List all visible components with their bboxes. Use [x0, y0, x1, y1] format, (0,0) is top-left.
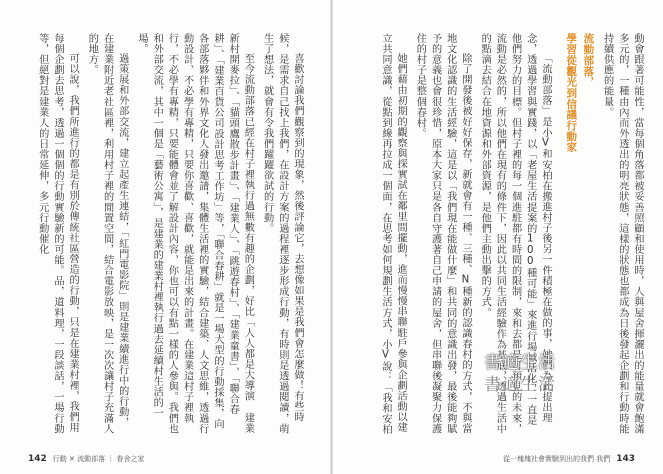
left-paragraph-1: 喜歡討論我們觀察到的現象，然後評論它，去想像如果是我們會怎麼做！有些時候，是需求自己找上我們，在設計方案的過程裡逐步形成行動，有時則是透過閱讀，萌生了想法，就會有令我們躍躍欲試的行動。 — [261, 33, 303, 434]
right-paragraph-3: 她們藉由初期的觀察與探實試在鄰里間擺動，進而慢慢串聯駐戶參與企劃活動以建立共同意識，從點到線再拉成一個面，在思考如何規劃生活方式，小V說：「我和安柏 — [379, 33, 407, 435]
left-paragraph-2: 至今流動部落已經在村子裡執行過無數有趣的企劃，好比「人人都是大導演 建業新村開麥拉」、「貓頭鷹散步計畫」、「建業人」、「跳遊春村」、「建業童書」、「聯合春耕」、「建業百貨公司設計思考工作坊」等，「聯合春耕」就是一場大型的行動採集，向各部落夥伴和外界文化人發出邀請，集體生活裡的實驗，結合建築、人文思維，透過行動設計、不必學有專精，只要你喜歡、喜歡，就能是出來的計畫。在建業這村子裡執行，不必學有專精，只要能體會並了解設計內容，你也可以有點一樣的人參與。我們也和外部交流，其中一個是「藝術公寓」，是建業的建業村裡執行過去延續村生活的一場。 — [135, 33, 254, 434]
right-page-number: 143 — [616, 454, 635, 464]
watermark-logo — [484, 353, 624, 397]
left-folio — [28, 454, 145, 464]
section-heading-line1: 流動部落， — [582, 33, 595, 88]
left-page-body — [35, 33, 305, 435]
left-page — [0, 0, 331, 474]
left-paragraph-3: 過策展和外部交流，建立起產生連結，「紅門電影院」則是建業續進行中的行動，在建業附近老社區裡，利用村子裡的閒置空間，結合電影放映，是一次次讓村子充滿人的地方。 — [86, 33, 128, 434]
section-heading-line2: 學習從觀光到信議行動家 — [565, 33, 578, 153]
right-paragraph-2: 除了開發後被好好保存，新就會有一種、三種、N種新的認識春村的方式，不與當地文化認識的生活經驗，這是以「我們現在能做什麼」和共同的意識出發，最後能夠賦予的意義也會很珍惜，原本大家只是各自守護著自己申請的屋舍，但串聯後凝聚力保護住的村子是整個春村。 — [414, 33, 471, 434]
right-page — [332, 0, 663, 474]
left-running-title: 行動 ✕ 流動部落 ｜ 眷舍之家 — [52, 455, 145, 463]
left-page-number: 142 — [28, 454, 47, 464]
watermark-text-outline: 書適生活 — [484, 353, 556, 373]
watermark-text-gray: 書適生活 — [484, 375, 556, 395]
right-paragraph-1: 「流動部落」是小V和安柏在搬進村子後另一件積極在做的事，她們為此提出理念，透過學習與實踐，以「老屋生活提案的100種可能」來進行場域活化，一直是他們努力的目標。但村子裡的每一個進駐都有時間的限制，來和去都是可預見的未來，流動是必然的，所以他們在現有的條件下，因此以共同生活經驗作為基底，透過生活中的點滴去結合在地資源和外部資源，是他們主動出擊的方式。 — [479, 33, 551, 434]
left-paragraph-4: 可以說，我們所進行的都是有別於傳統社區營造的行動，只是在建業村裡，我們用每個企劃去思考，透過一個個的行動實驗新的可能。品，道料理，一段談話，一場行動等，但絕對是建業人的日常延伸，多元行動催化 — [36, 33, 79, 434]
right-intro-paragraph: 動會跟著可能性，當每個角落都被妥善照顧和使用時，人與屋舍揮灑出的能量就會飽滿多元的，一種由內而外透出的明亮狀態，這樣的狀態也都成為日後發起企劃和行動時能持續供應的能量。 — [601, 33, 643, 434]
right-running-title: 從一塊塊社會實驗到出的我們 我們 — [502, 455, 611, 463]
right-folio — [503, 454, 635, 464]
